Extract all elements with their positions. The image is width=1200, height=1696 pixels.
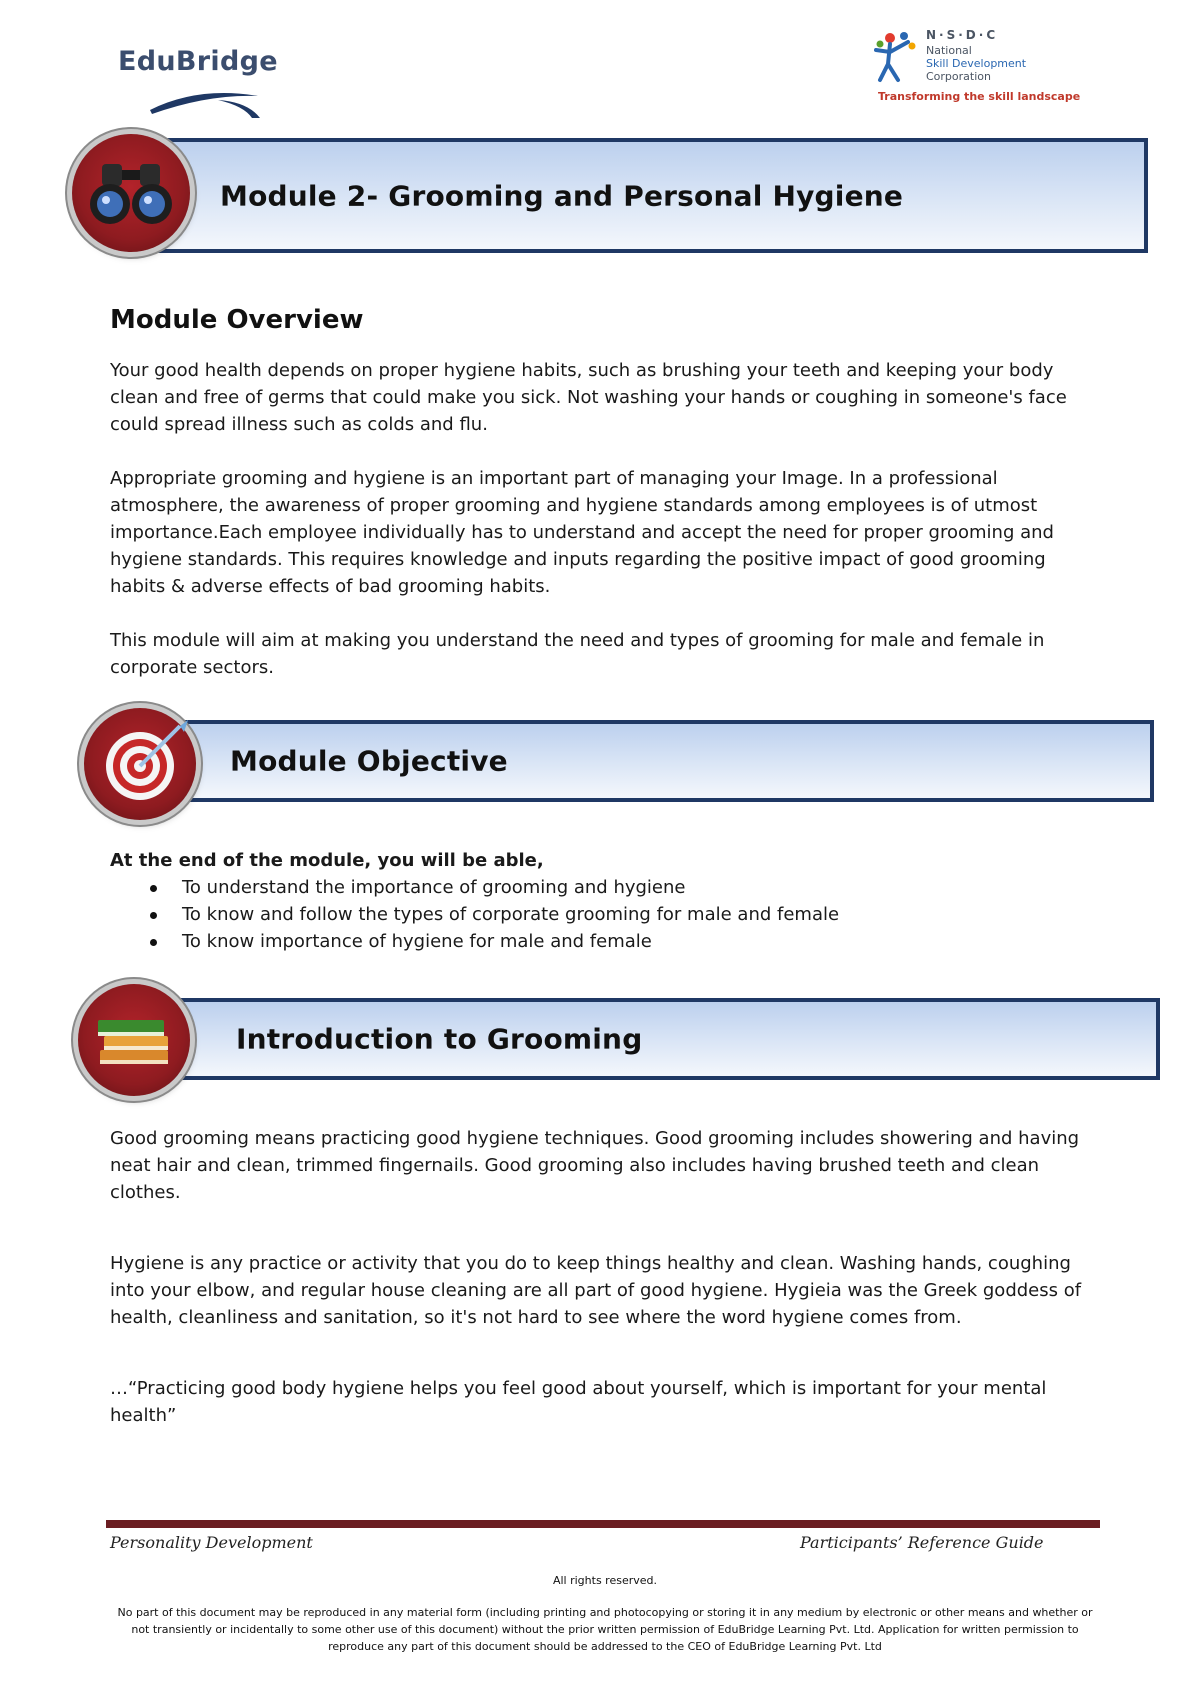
objective-item: To know and follow the types of corporate grooming for male and female [110, 901, 1100, 928]
objective-item: To understand the importance of grooming and hygiene [110, 874, 1100, 901]
footer-rule [106, 1520, 1100, 1528]
target-icon [84, 708, 196, 820]
target-medal [84, 708, 196, 820]
nsdc-abbr: N·S·D·C [926, 28, 999, 42]
overview-heading: Module Overview [110, 305, 364, 335]
objective-banner [170, 720, 1154, 802]
footer-left: Personality Development [110, 1533, 313, 1552]
objective-list [110, 874, 1100, 955]
edubridge-swoosh-icon [148, 84, 268, 124]
binoculars-icon [72, 134, 190, 252]
intro-paragraph-1: Good grooming means practicing good hygiene techniques. Good grooming includes showering and having neat hair and clean, trimmed fingernails. Good grooming also includes having brushed teeth and clean clothes. [110, 1128, 1080, 1203]
overview-paragraph-2: Appropriate grooming and hygiene is an important part of managing your Image. In a professional atmosphere, the awareness of proper grooming and hygiene standards among employees is of utmost importance.Each employee individually has to understand and accept the need for proper grooming and hygiene standards. This requires knowledge and inputs regarding the positive impact of good grooming habits & adverse effects of bad grooming habits. [110, 468, 1054, 597]
module-title: Module 2- Grooming and Personal Hygiene [220, 179, 904, 212]
bullet-icon [150, 939, 157, 946]
bullet-icon [150, 885, 157, 892]
intro-paragraph-2: Hygiene is any practice or activity that you do to keep things healthy and clean. Washing hands, coughing into your elbow, and regular house cleaning are all part of good hygiene. Hygieia was the Greek goddess of health, cleanliness and sanitation, so it's not hard to see where the word hygiene comes from. [110, 1253, 1082, 1328]
objective-item: To know importance of hygiene for male and female [110, 928, 1100, 955]
overview-paragraph-1: Your good health depends on proper hygiene habits, such as brushing your teeth and keeping your body clean and free of germs that could make you sick. Not washing your hands or coughing in someone's face could spread illness such as colds and flu. [110, 360, 1067, 435]
overview-paragraph-3: This module will aim at making you understand the need and types of grooming for male and female in corporate sectors. [110, 630, 1045, 678]
nsdc-logo [868, 26, 1081, 110]
module-title-banner [152, 138, 1148, 253]
intro-quote: …“Practicing good body hygiene helps you feel good about yourself, which is important for your mental health” [110, 1378, 1047, 1426]
binoculars-medal [72, 134, 190, 252]
footer-rights: All rights reserved. [552, 1574, 658, 1587]
footer-notice: No part of this document may be reproduced in any material form (including printing and photocopying or storing it in any medium by electronic or other means and whether or not transiently or incidentally to some other use of this document) without the prior written permission of EduBridge Learning Pvt. Ltd. Application for written permission to reproduce any part of this document should be addressed to the CEO of EduBridge Learning Pvt. Ltd [117, 1606, 1093, 1653]
nsdc-line1: National [926, 44, 972, 57]
edubridge-logo [118, 46, 278, 122]
nsdc-figures-icon [868, 30, 924, 86]
intro-banner [174, 998, 1160, 1080]
books-medal [78, 984, 190, 1096]
books-icon [78, 984, 190, 1096]
nsdc-tagline: Transforming the skill landscape [878, 90, 1081, 103]
edubridge-logo-text: EduBridge [118, 46, 278, 77]
objective-title: Module Objective [230, 744, 508, 778]
footer-right: Participants’ Reference Guide [800, 1533, 1044, 1552]
nsdc-line2: Skill Development [926, 57, 1027, 70]
nsdc-line3: Corporation [926, 70, 991, 83]
objective-lead: At the end of the module, you will be able, [110, 850, 544, 871]
bullet-icon [150, 912, 157, 919]
intro-title: Introduction to Grooming [236, 1022, 643, 1056]
